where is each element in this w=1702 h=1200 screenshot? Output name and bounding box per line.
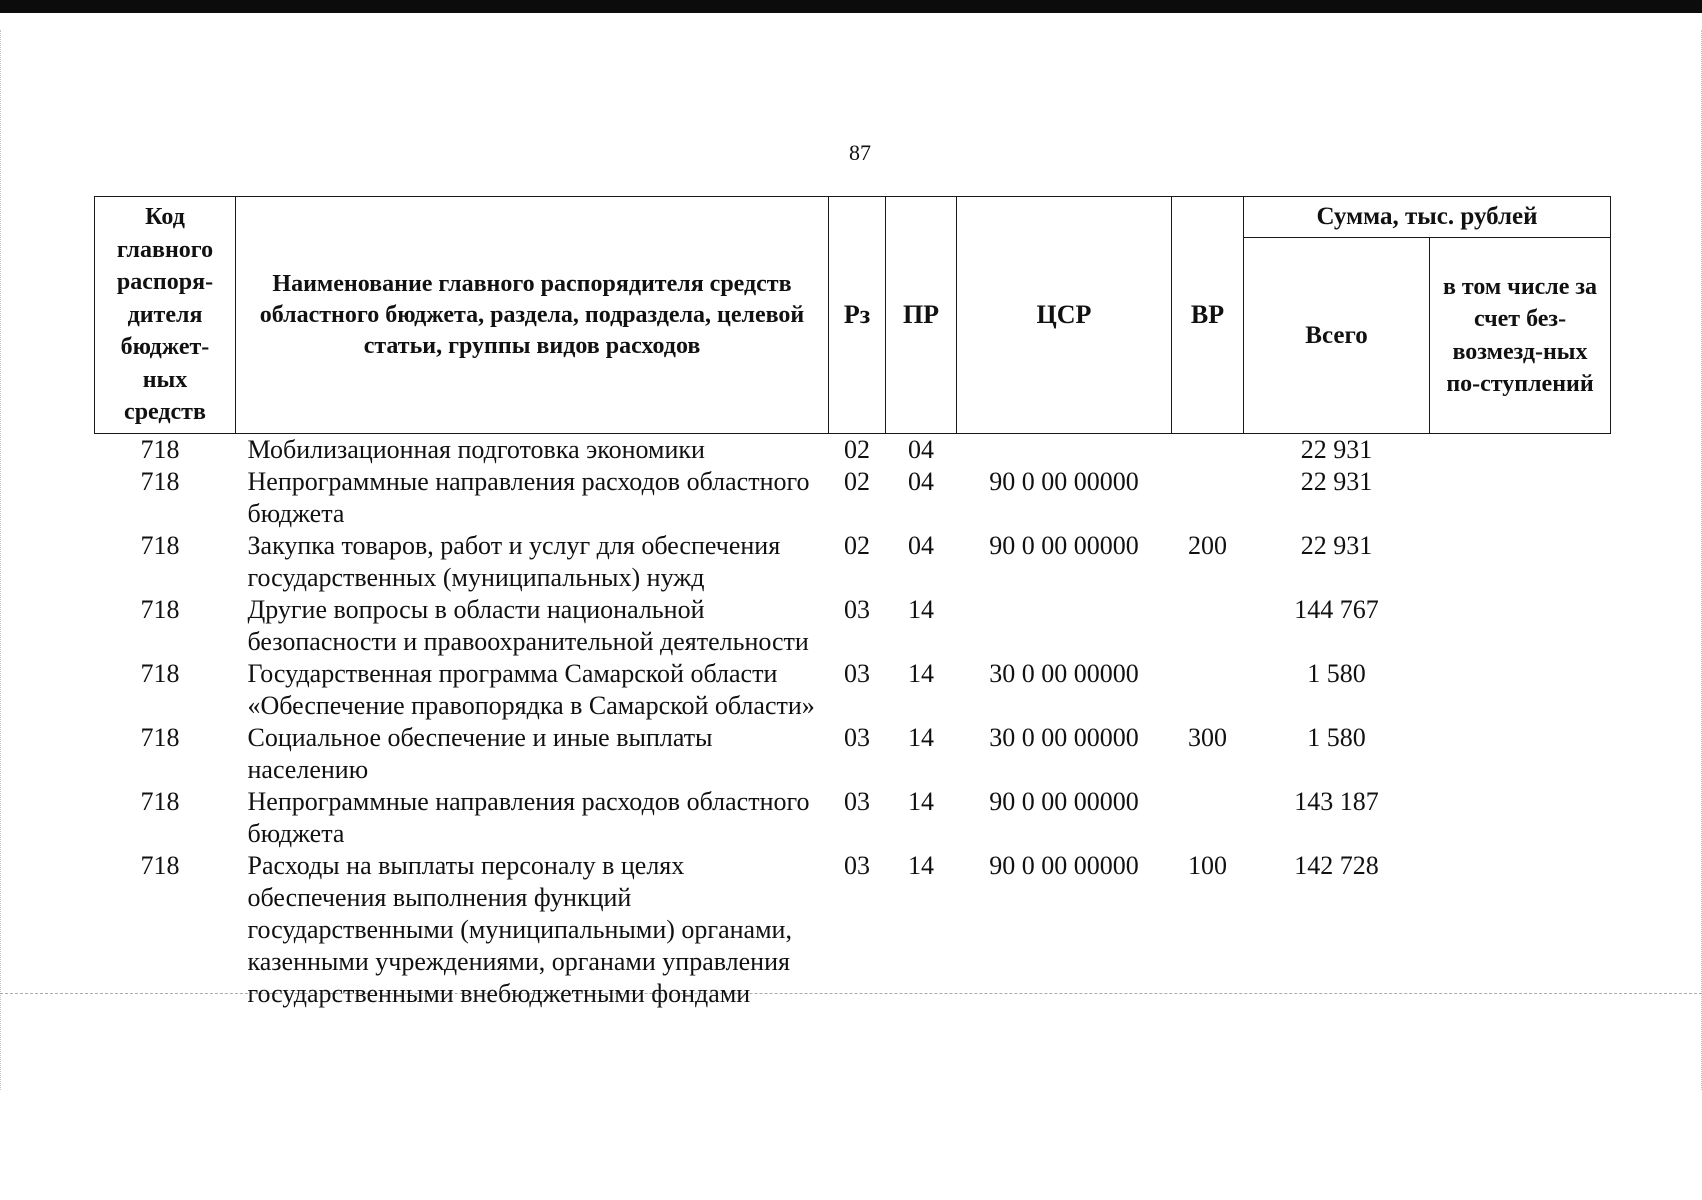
cell-code: 718 (140, 723, 180, 752)
table-row (95, 434, 1611, 467)
cell-total: 22 931 (1300, 531, 1373, 560)
cell-name: Мобилизационная подготовка экономики (247, 435, 705, 464)
cell-vr (1172, 594, 1244, 658)
header-csr: ЦСР (957, 197, 1172, 434)
cell-pr: 14 (908, 659, 934, 688)
cell-total: 144 767 (1294, 595, 1379, 624)
cell-rz: 02 (844, 435, 870, 464)
cell-code: 718 (140, 531, 180, 560)
cell-rz: 03 (844, 787, 870, 816)
cell-pr: 14 (908, 787, 934, 816)
header-sum: Сумма, тыс. рублей (1244, 197, 1611, 238)
cell-free (1430, 434, 1611, 467)
header-rz: Рз (829, 197, 886, 434)
cell-pr: 04 (908, 435, 934, 464)
header-free: в том числе за счет без-возмезд-ных по-ступлений (1430, 238, 1611, 434)
cell-pr: 14 (908, 851, 934, 880)
cell-pr: 04 (908, 531, 934, 560)
page-number: 87 (849, 140, 871, 165)
table-row (95, 786, 1611, 850)
cell-code: 718 (140, 851, 180, 880)
cell-code: 718 (140, 595, 180, 624)
table-row (95, 722, 1611, 786)
cell-rz: 03 (844, 851, 870, 880)
cell-csr: 90 0 00 00000 (989, 531, 1139, 560)
cell-vr: 100 (1188, 851, 1227, 880)
cell-csr: 90 0 00 00000 (989, 467, 1139, 496)
cell-vr (1172, 466, 1244, 530)
cell-free (1430, 786, 1611, 850)
cell-free (1430, 530, 1611, 594)
cell-csr (957, 594, 1172, 658)
table-row (95, 466, 1611, 530)
cell-name: Расходы на выплаты персоналу в целях обеспечения выполнения функций государственными (муниципальными) органами, казенными учреждениями, органами управления государственными внебюджетными фондами (247, 851, 792, 1008)
header-code: Код главного распоря-дителя бюджет-ных средств (95, 197, 236, 434)
cell-pr: 14 (908, 723, 934, 752)
cell-code: 718 (140, 435, 180, 464)
cell-csr (957, 434, 1172, 467)
cell-code: 718 (140, 467, 180, 496)
cell-free (1430, 722, 1611, 786)
cell-name: Государственная программа Самарской области «Обеспечение правопорядка в Самарской области» (247, 659, 815, 720)
cell-total: 22 931 (1300, 435, 1373, 464)
cell-name: Социальное обеспечение и иные выплаты населению (247, 723, 713, 784)
cell-name: Другие вопросы в области национальной безопасности и правоохранительной деятельности (247, 595, 809, 656)
cell-rz: 03 (844, 659, 870, 688)
cell-rz: 03 (844, 595, 870, 624)
cell-pr: 04 (908, 467, 934, 496)
table-row (95, 658, 1611, 722)
table-row (95, 594, 1611, 658)
cell-csr: 30 0 00 00000 (989, 659, 1139, 688)
cell-free (1430, 850, 1611, 1010)
cell-rz: 02 (844, 531, 870, 560)
cell-csr: 30 0 00 00000 (989, 723, 1139, 752)
scan-right-edge (1695, 30, 1702, 1090)
cell-total: 22 931 (1300, 467, 1373, 496)
cell-csr: 90 0 00 00000 (989, 787, 1139, 816)
cell-name: Непрограммные направления расходов областного бюджета (247, 467, 810, 528)
cell-vr: 200 (1188, 531, 1227, 560)
cell-total: 1 580 (1307, 723, 1366, 752)
cell-pr: 14 (908, 595, 934, 624)
table-body (95, 434, 1611, 1011)
cell-rz: 02 (844, 467, 870, 496)
cell-code: 718 (140, 659, 180, 688)
header-total: Всего (1244, 238, 1430, 434)
cell-vr (1172, 786, 1244, 850)
cell-free (1430, 594, 1611, 658)
header-vr: ВР (1172, 197, 1244, 434)
cell-total: 1 580 (1307, 659, 1366, 688)
cell-vr (1172, 434, 1244, 467)
header-name: Наименование главного распорядителя средств областного бюджета, раздела, подраздела, целевой статьи, группы видов расходов (236, 197, 829, 434)
cell-rz: 03 (844, 723, 870, 752)
cell-total: 142 728 (1294, 851, 1379, 880)
cell-total: 143 187 (1294, 787, 1379, 816)
cell-name: Закупка товаров, работ и услуг для обеспечения государственных (муниципальных) нужд (247, 531, 781, 592)
table-row (95, 850, 1611, 1010)
cell-free (1430, 466, 1611, 530)
cell-csr: 90 0 00 00000 (989, 851, 1139, 880)
budget-table (94, 196, 1611, 1010)
cell-vr (1172, 658, 1244, 722)
cell-free (1430, 658, 1611, 722)
table-header (95, 197, 1611, 434)
scan-top-border (0, 0, 1702, 13)
scan-left-edge (0, 30, 7, 1090)
cell-name: Непрограммные направления расходов областного бюджета (247, 787, 810, 848)
table-row (95, 530, 1611, 594)
cell-vr: 300 (1188, 723, 1227, 752)
cell-code: 718 (140, 787, 180, 816)
header-pr: ПР (886, 197, 957, 434)
